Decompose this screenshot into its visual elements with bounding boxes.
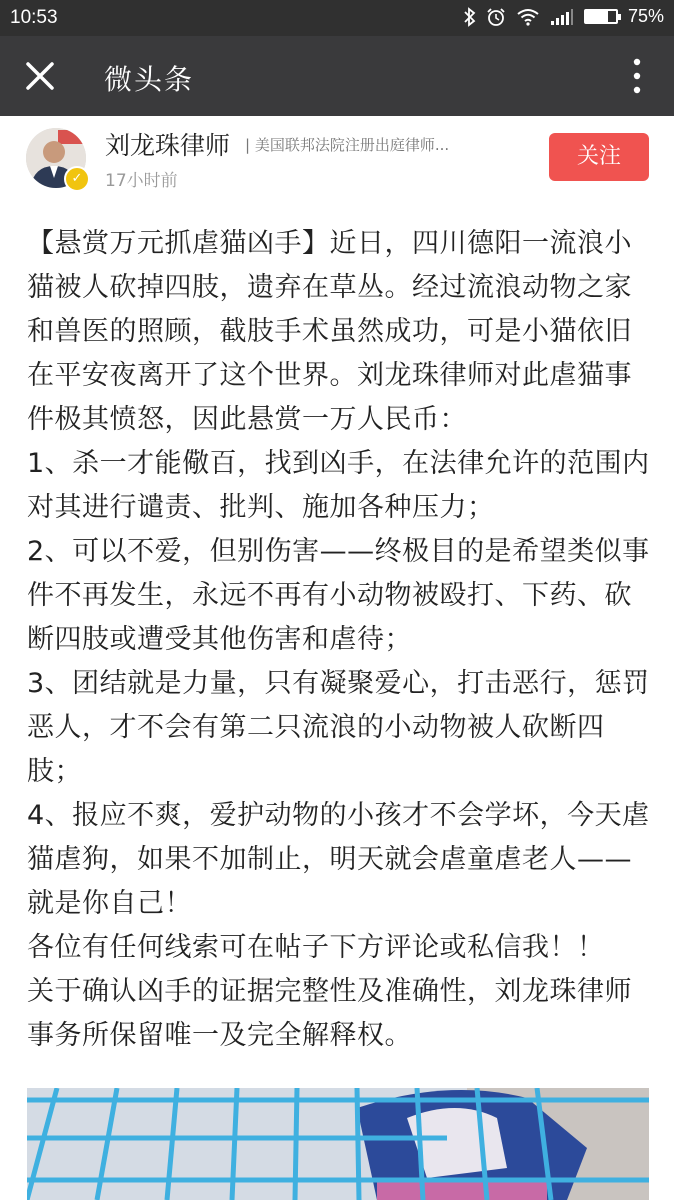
status-icons bbox=[464, 6, 664, 27]
status-time: 10:53 bbox=[10, 7, 58, 28]
post-time: 17小时前 bbox=[105, 171, 178, 191]
post-paragraph: 【悬赏万元抓虐猫凶手】近日，四川德阳一流浪小猫被人砍掉四肢，遗弃在草丛。经过流浪动物之家和兽医的照顾，截肢手术虽然成功，可是小猫依旧在平安夜离开了这个世界。刘龙珠律师对此虐猫事件极其愤怒，因此悬赏一万人民币： bbox=[27, 228, 632, 435]
post-paragraph: 2、可以不爱，但别伤害——终极目的是希望类似事件不再发生，永远不再有小动物被殴打、下药、砍断四肢或遭受其他伤害和虐待； bbox=[27, 536, 650, 655]
close-icon[interactable] bbox=[20, 56, 60, 96]
post-image[interactable] bbox=[27, 1088, 649, 1200]
post-paragraph: 各位有任何线索可在帖子下方评论或私信我！！ bbox=[27, 932, 605, 963]
alarm-icon bbox=[486, 7, 506, 27]
battery-icon bbox=[584, 9, 618, 24]
nav-bar bbox=[0, 36, 674, 116]
battery-level bbox=[586, 11, 609, 22]
cage-photo bbox=[27, 1088, 649, 1200]
post-paragraph: 1、杀一才能儆百，找到凶手，在法律允许的范围内对其进行谴责、批判、施加各种压力； bbox=[27, 448, 650, 523]
post-body bbox=[27, 222, 657, 1058]
post-paragraph: 关于确认凶手的证据完整性及准确性，刘龙珠律师事务所保留唯一及完全解释权。 bbox=[27, 976, 632, 1051]
post-paragraph: 4、报应不爽，爱护动物的小孩才不会学坏，今天虐猫虐狗，如果不加制止，明天就会虐童虐老人——就是你自己！ bbox=[27, 800, 650, 919]
battery-percent: 75% bbox=[627, 6, 664, 26]
verified-badge-icon: ✓ bbox=[64, 166, 90, 192]
more-vertical-icon[interactable] bbox=[630, 56, 644, 96]
bluetooth-icon bbox=[464, 7, 476, 27]
author-description-text: 美国联邦法院注册出庭律师... bbox=[254, 136, 450, 154]
follow-button[interactable]: 关注 bbox=[549, 133, 649, 181]
wifi-icon bbox=[516, 8, 540, 26]
author-name[interactable]: 刘龙珠律师 bbox=[105, 131, 231, 160]
post-paragraph: 3、团结就是力量，只有凝聚爱心，打击恶行，惩罚恶人，才不会有第二只流浪的小动物被人砍断四肢； bbox=[27, 668, 650, 787]
page-title: 微头条 bbox=[104, 63, 195, 96]
status-bar bbox=[0, 0, 674, 36]
signal-icon bbox=[550, 8, 574, 26]
author-header bbox=[0, 116, 674, 208]
author-description: | 美国联邦法院注册出庭律师... bbox=[245, 136, 450, 154]
